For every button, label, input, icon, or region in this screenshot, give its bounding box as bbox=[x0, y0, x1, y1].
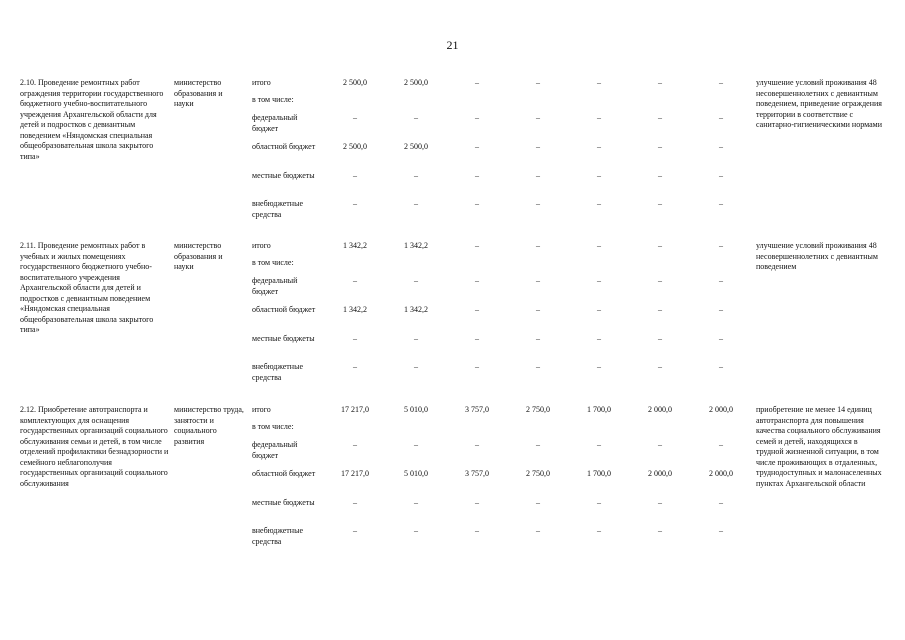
funding-value-cell: – bbox=[475, 526, 479, 535]
funding-value-cell: – bbox=[414, 113, 418, 122]
funding-source-label: местные бюджеты bbox=[252, 498, 315, 507]
funding-value-cell: – bbox=[475, 362, 479, 371]
funding-value-cell: – bbox=[353, 362, 357, 371]
funding-value-cell: – bbox=[597, 241, 601, 250]
funding-value-cell: – bbox=[658, 199, 662, 208]
funding-value-cell: – bbox=[597, 78, 601, 87]
expected-result: улучшение условий проживания 48 несовершеннолетних с девиантным поведением, приведение ограждения территории в соответствие с санитарно-гигиеническими нормами bbox=[756, 78, 882, 129]
funding-value-cell: – bbox=[536, 305, 540, 314]
funding-source-label: областной бюджет bbox=[252, 305, 316, 314]
funding-value-cell: 2 000,0 bbox=[709, 405, 733, 414]
funding-value-cell: – bbox=[597, 334, 601, 343]
funding-value-cell: – bbox=[658, 171, 662, 180]
funding-value-cell: – bbox=[719, 498, 723, 507]
funding-value-cell: – bbox=[597, 171, 601, 180]
expected-result: улучшение условий проживания 48 несовершеннолетних с девиантным поведением bbox=[756, 241, 878, 271]
funding-value-cell: – bbox=[536, 241, 540, 250]
funding-value-cell: – bbox=[414, 334, 418, 343]
funding-value-cell: 2 500,0 bbox=[343, 142, 367, 151]
funding-value-cell: – bbox=[597, 199, 601, 208]
funding-value-cell: – bbox=[353, 171, 357, 180]
funding-value-cell: – bbox=[475, 142, 479, 151]
funding-value-cell: – bbox=[536, 113, 540, 122]
funding-value-cell: 3 757,0 bbox=[465, 405, 489, 414]
funding-value-cell: 2 500,0 bbox=[404, 142, 428, 151]
funding-value-cell: – bbox=[597, 362, 601, 371]
funding-value-cell: 2 750,0 bbox=[526, 469, 550, 478]
funding-source-label: итого bbox=[252, 241, 271, 250]
funding-value-cell: – bbox=[719, 113, 723, 122]
funding-value-cell: – bbox=[353, 334, 357, 343]
funding-source-label: областной бюджет bbox=[252, 142, 316, 151]
measure-description: 2.10. Проведение ремонтных работ ограждения территории государственного бюджетного учебно-воспитательного учреждения Архангельской области для детей и подростков с девиантным поведением «Няндомская специальная общеобразовательная школа закрытого типа» bbox=[20, 78, 164, 161]
funding-value-cell: – bbox=[536, 440, 540, 449]
measure-description: 2.12. Приобретение автотранспорта и комплектующих для оснащения государственных организаций социального обслуживания семьи и детей, в том числе отделений профилактики безнадзорности и семейного неблагополучия государственных организаций социального обслуживания bbox=[20, 405, 169, 488]
funding-value-cell: – bbox=[719, 78, 723, 87]
funding-value-cell: – bbox=[658, 334, 662, 343]
funding-value-cell: – bbox=[658, 142, 662, 151]
funding-source-label: местные бюджеты bbox=[252, 171, 315, 180]
funding-value-cell: – bbox=[536, 171, 540, 180]
funding-value-cell: 1 700,0 bbox=[587, 469, 611, 478]
funding-value-cell: 2 000,0 bbox=[709, 469, 733, 478]
funding-value-cell: – bbox=[719, 276, 723, 285]
funding-value-cell: – bbox=[475, 113, 479, 122]
funding-value-cell: 3 757,0 bbox=[465, 469, 489, 478]
funding-value-cell: – bbox=[414, 440, 418, 449]
funding-value-cell: – bbox=[597, 276, 601, 285]
funding-value-cell: – bbox=[475, 171, 479, 180]
funding-value-cell: 17 217,0 bbox=[341, 405, 369, 414]
expected-result: приобретение не менее 14 единиц автотранспорта для повышения качества социального обслуживания семей и детей, находящихся в трудной жизненной ситуации, в том числе проживающих в отдаленных, труднодоступных и малонаселенных пунктах Архангельской области bbox=[756, 405, 882, 488]
funding-value-cell: – bbox=[536, 498, 540, 507]
funding-value-cell: – bbox=[475, 276, 479, 285]
funding-value-cell: – bbox=[597, 142, 601, 151]
responsible-executor: министерство образования и науки bbox=[174, 241, 223, 271]
funding-value-cell: 2 500,0 bbox=[343, 78, 367, 87]
funding-value-cell: – bbox=[658, 526, 662, 535]
funding-value-cell: – bbox=[353, 199, 357, 208]
funding-value-cell: – bbox=[536, 142, 540, 151]
funding-source-label: внебюджетные средства bbox=[252, 362, 303, 382]
funding-value-cell: – bbox=[536, 199, 540, 208]
funding-value-cell: – bbox=[719, 199, 723, 208]
funding-value-cell: 17 217,0 bbox=[341, 469, 369, 478]
responsible-executor: министерство образования и науки bbox=[174, 78, 223, 108]
funding-value-cell: – bbox=[536, 526, 540, 535]
funding-value-cell: – bbox=[597, 305, 601, 314]
funding-value-cell: – bbox=[658, 276, 662, 285]
funding-value-cell: – bbox=[475, 78, 479, 87]
funding-value-cell: – bbox=[658, 498, 662, 507]
funding-value-cell: – bbox=[719, 526, 723, 535]
funding-source-label: федеральный бюджет bbox=[252, 276, 298, 296]
funding-value-cell: – bbox=[658, 440, 662, 449]
funding-source-label: итого bbox=[252, 78, 271, 87]
funding-source-label: в том числе: bbox=[252, 95, 294, 104]
funding-value-cell: – bbox=[475, 305, 479, 314]
funding-value-cell: – bbox=[597, 440, 601, 449]
funding-value-cell: – bbox=[353, 440, 357, 449]
page-number: 21 bbox=[446, 38, 459, 52]
funding-value-cell: 2 500,0 bbox=[404, 78, 428, 87]
funding-source-label: внебюджетные средства bbox=[252, 526, 303, 546]
funding-value-cell: 2 000,0 bbox=[648, 405, 672, 414]
funding-value-cell: – bbox=[658, 241, 662, 250]
funding-source-label: областной бюджет bbox=[252, 469, 316, 478]
funding-source-label: внебюджетные средства bbox=[252, 199, 303, 219]
funding-source-label: в том числе: bbox=[252, 258, 294, 267]
funding-value-cell: – bbox=[353, 498, 357, 507]
funding-source-label: местные бюджеты bbox=[252, 334, 315, 343]
funding-value-cell: – bbox=[536, 334, 540, 343]
funding-value-cell: 1 342,2 bbox=[404, 305, 428, 314]
funding-value-cell: 1 342,2 bbox=[343, 241, 367, 250]
funding-value-cell: – bbox=[414, 171, 418, 180]
funding-value-cell: – bbox=[536, 276, 540, 285]
funding-value-cell: – bbox=[658, 362, 662, 371]
measure-description: 2.11. Проведение ремонтных работ в учебных и жилых помещениях государственного бюджетного учебно-воспитательного учреждения Архангельской области для детей и подростков с девиантным поведением «Няндомская специальная общеобразовательная школа закрытого типа» bbox=[20, 241, 154, 334]
funding-value-cell: – bbox=[719, 241, 723, 250]
funding-source-label: федеральный бюджет bbox=[252, 113, 298, 133]
funding-value-cell: – bbox=[658, 113, 662, 122]
funding-value-cell: – bbox=[414, 526, 418, 535]
funding-source-label: федеральный бюджет bbox=[252, 440, 298, 460]
funding-value-cell: – bbox=[597, 498, 601, 507]
funding-value-cell: 1 342,2 bbox=[343, 305, 367, 314]
funding-value-cell: – bbox=[719, 440, 723, 449]
responsible-executor: министерство труда, занятости и социального развития bbox=[174, 405, 244, 446]
funding-value-cell: – bbox=[658, 78, 662, 87]
funding-value-cell: 5 010,0 bbox=[404, 405, 428, 414]
funding-value-cell: – bbox=[414, 362, 418, 371]
funding-value-cell: – bbox=[414, 498, 418, 507]
funding-value-cell: – bbox=[475, 241, 479, 250]
funding-value-cell: – bbox=[719, 362, 723, 371]
funding-value-cell: – bbox=[719, 305, 723, 314]
funding-value-cell: – bbox=[597, 526, 601, 535]
funding-value-cell: – bbox=[475, 440, 479, 449]
funding-value-cell: – bbox=[719, 142, 723, 151]
funding-value-cell: – bbox=[719, 334, 723, 343]
funding-source-label: итого bbox=[252, 405, 271, 414]
funding-value-cell: 1 342,2 bbox=[404, 241, 428, 250]
funding-value-cell: – bbox=[536, 78, 540, 87]
funding-value-cell: – bbox=[475, 498, 479, 507]
funding-value-cell: – bbox=[597, 113, 601, 122]
funding-value-cell: – bbox=[353, 113, 357, 122]
funding-value-cell: 2 000,0 bbox=[648, 469, 672, 478]
funding-value-cell: 2 750,0 bbox=[526, 405, 550, 414]
funding-value-cell: – bbox=[414, 199, 418, 208]
funding-value-cell: – bbox=[658, 305, 662, 314]
funding-value-cell: – bbox=[536, 362, 540, 371]
funding-value-cell: – bbox=[719, 171, 723, 180]
funding-value-cell: – bbox=[475, 334, 479, 343]
funding-value-cell: – bbox=[475, 199, 479, 208]
funding-value-cell: 1 700,0 bbox=[587, 405, 611, 414]
funding-value-cell: – bbox=[353, 276, 357, 285]
funding-source-label: в том числе: bbox=[252, 422, 294, 431]
funding-value-cell: – bbox=[414, 276, 418, 285]
funding-value-cell: 5 010,0 bbox=[404, 469, 428, 478]
funding-value-cell: – bbox=[353, 526, 357, 535]
